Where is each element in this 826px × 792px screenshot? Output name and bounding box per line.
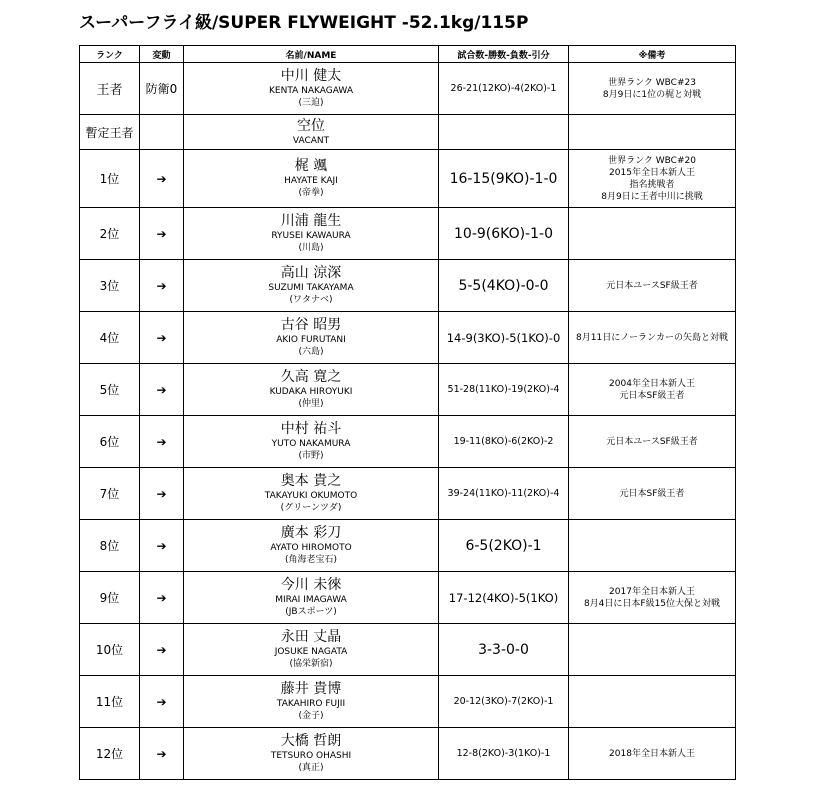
arrow-right-icon: ➔ xyxy=(140,150,184,208)
note-cell xyxy=(569,208,736,260)
name-cell xyxy=(184,676,439,728)
boxer-name-jp: 梶 颯 xyxy=(294,158,328,174)
note-line: 2004年全日本新人王 xyxy=(609,378,695,389)
boxer-name-jp: 久高 寛之 xyxy=(280,369,342,385)
arrow-right-icon: ➔ xyxy=(140,208,184,260)
name-cell xyxy=(184,416,439,468)
arrow-right-icon: ➔ xyxy=(140,260,184,312)
rank-cell: 12位 xyxy=(80,728,140,780)
boxer-gym: (六島) xyxy=(298,347,324,357)
boxer-gym: (金子) xyxy=(298,711,324,721)
boxer-name-jp: 今川 未徠 xyxy=(280,577,342,593)
boxer-gym: (帝拳) xyxy=(298,188,324,198)
rank-cell: 11位 xyxy=(80,676,140,728)
boxer-name-en: AYATO HIROMOTO xyxy=(270,543,352,553)
record-cell: 14-9(3KO)-5(1KO)-0 xyxy=(439,312,569,364)
note-cell xyxy=(569,728,736,780)
note-line: 8月9日に1位の梶と対戦 xyxy=(602,89,702,100)
change-cell: 防衛0 xyxy=(140,63,184,115)
note-line: 世界ランク WBC#23 xyxy=(608,77,696,88)
name-cell xyxy=(184,364,439,416)
table-row xyxy=(80,150,736,208)
boxer-name-jp: 大橋 哲朗 xyxy=(280,733,342,749)
name-cell xyxy=(184,150,439,208)
record-cell xyxy=(439,115,569,150)
note-line: 指名挑戦者 xyxy=(629,179,675,190)
record-cell: 39-24(11KO)-11(2KO)-4 xyxy=(439,468,569,520)
rank-cell: 2位 xyxy=(80,208,140,260)
arrow-right-icon: ➔ xyxy=(140,624,184,676)
header-name: 名前/NAME xyxy=(184,46,439,63)
table-row xyxy=(80,416,736,468)
record-cell: 6-5(2KO)-1 xyxy=(439,520,569,572)
boxer-name-en: TAKAHIRO FUJII xyxy=(276,699,346,709)
page-title: スーパーフライ級/SUPER FLYWEIGHT -52.1kg/115P xyxy=(79,13,529,33)
note-cell xyxy=(569,364,736,416)
table-row xyxy=(80,572,736,624)
note-cell xyxy=(569,416,736,468)
boxer-name-jp: 古谷 昭男 xyxy=(280,317,342,333)
header-record: 試合数-勝数-負数-引分 xyxy=(439,46,569,63)
boxer-name-jp: 川浦 龍生 xyxy=(280,213,342,229)
boxer-name-en: VACANT xyxy=(292,135,330,146)
boxer-name-en: RYUSEI KAWAURA xyxy=(271,231,351,241)
note-line: 元日本ユースSF級王者 xyxy=(606,436,698,447)
record-cell: 3-3-0-0 xyxy=(439,624,569,676)
note-line: 2015年全日本新人王 xyxy=(609,167,695,178)
boxer-gym: (グリーンツダ) xyxy=(280,503,342,513)
record-cell: 26-21(12KO)-4(2KO)-1 xyxy=(439,63,569,115)
record-cell: 12-8(2KO)-3(1KO)-1 xyxy=(439,728,569,780)
boxer-name-en: TAKAYUKI OKUMOTO xyxy=(264,491,358,501)
rank-cell: 3位 xyxy=(80,260,140,312)
table-row xyxy=(80,364,736,416)
boxer-gym: (仲里) xyxy=(298,399,324,409)
name-cell xyxy=(184,63,439,115)
record-cell: 17-12(4KO)-5(1KO) xyxy=(439,572,569,624)
record-cell: 16-15(9KO)-1-0 xyxy=(439,150,569,208)
arrow-right-icon: ➔ xyxy=(140,572,184,624)
boxer-gym: (JBスポーツ) xyxy=(285,607,337,617)
arrow-right-icon: ➔ xyxy=(140,312,184,364)
header-change: 変動 xyxy=(140,46,184,63)
table-row xyxy=(80,260,736,312)
boxer-name-jp: 永田 丈晶 xyxy=(280,629,342,645)
rank-cell: 5位 xyxy=(80,364,140,416)
name-cell xyxy=(184,208,439,260)
boxer-name-jp: 奥本 貴之 xyxy=(280,473,342,489)
boxer-name-jp: 廣本 彩刀 xyxy=(280,525,342,541)
table-row xyxy=(80,208,736,260)
table-row xyxy=(80,115,736,150)
boxer-name-en: TETSURO OHASHI xyxy=(270,751,352,761)
record-cell: 51-28(11KO)-19(2KO)-4 xyxy=(439,364,569,416)
arrow-right-icon: ➔ xyxy=(140,520,184,572)
note-line: 世界ランク WBC#20 xyxy=(608,155,696,166)
boxer-name-jp: 空位 xyxy=(297,117,325,134)
boxer-gym: (真正) xyxy=(298,763,324,773)
header-note: ※備考 xyxy=(569,46,736,63)
boxer-name-jp: 高山 涼深 xyxy=(280,265,342,281)
ranking-table xyxy=(79,45,736,780)
name-cell xyxy=(184,312,439,364)
name-cell xyxy=(184,728,439,780)
boxer-name-en: AKIO FURUTANI xyxy=(276,335,346,345)
boxer-name-en: KUDAKA HIROYUKI xyxy=(269,387,353,397)
rank-cell: 9位 xyxy=(80,572,140,624)
arrow-right-icon: ➔ xyxy=(140,416,184,468)
rank-cell: 王者 xyxy=(80,63,140,115)
note-cell xyxy=(569,572,736,624)
name-cell xyxy=(184,260,439,312)
note-line: 8月11日にノーランカーの矢島と対戦 xyxy=(576,332,728,343)
note-line: 元日本SF級王者 xyxy=(619,390,685,401)
note-cell xyxy=(569,676,736,728)
note-line: 8月4日に日本F級15位大保と対戦 xyxy=(583,598,721,609)
rank-cell: 7位 xyxy=(80,468,140,520)
note-cell xyxy=(569,63,736,115)
table-row xyxy=(80,728,736,780)
record-cell: 5-5(4KO)-0-0 xyxy=(439,260,569,312)
name-cell xyxy=(184,520,439,572)
rank-cell: 1位 xyxy=(80,150,140,208)
boxer-gym: (市野) xyxy=(298,451,324,461)
note-line: 8月9日に王者中川に挑戦 xyxy=(601,191,703,202)
table-row xyxy=(80,312,736,364)
rank-cell: 暫定王者 xyxy=(80,115,140,150)
name-cell xyxy=(184,624,439,676)
rank-cell: 4位 xyxy=(80,312,140,364)
record-cell: 20-12(3KO)-7(2KO)-1 xyxy=(439,676,569,728)
rank-cell: 8位 xyxy=(80,520,140,572)
table-row xyxy=(80,624,736,676)
record-cell: 19-11(8KO)-6(2KO)-2 xyxy=(439,416,569,468)
arrow-right-icon: ➔ xyxy=(140,468,184,520)
boxer-gym: (川島) xyxy=(298,243,324,253)
arrow-right-icon: ➔ xyxy=(140,728,184,780)
name-cell xyxy=(184,572,439,624)
boxer-name-en: YUTO NAKAMURA xyxy=(271,439,351,449)
note-cell xyxy=(569,260,736,312)
table-row xyxy=(80,468,736,520)
rank-cell: 10位 xyxy=(80,624,140,676)
name-cell xyxy=(184,115,439,150)
name-cell xyxy=(184,468,439,520)
note-line: 元日本ユースSF級王者 xyxy=(606,280,698,291)
boxer-gym: (三迫) xyxy=(298,98,324,108)
note-line: 2017年全日本新人王 xyxy=(609,586,695,597)
arrow-right-icon: ➔ xyxy=(140,676,184,728)
note-cell xyxy=(569,312,736,364)
boxer-gym: (角海老宝石) xyxy=(284,555,338,565)
boxer-name-jp: 中村 祐斗 xyxy=(280,421,342,437)
table-row xyxy=(80,520,736,572)
boxer-name-en: SUZUMI TAKAYAMA xyxy=(268,283,354,293)
note-line: 元日本SF級王者 xyxy=(619,488,685,499)
change-cell xyxy=(140,115,184,150)
record-cell: 10-9(6KO)-1-0 xyxy=(439,208,569,260)
boxer-name-en: HAYATE KAJI xyxy=(284,176,338,186)
boxer-name-jp: 中川 健太 xyxy=(280,68,342,84)
header-rank: ランク xyxy=(80,46,140,63)
boxer-gym: (ワタナベ) xyxy=(289,295,333,305)
boxer-name-jp: 藤井 貴博 xyxy=(280,681,342,697)
table-row xyxy=(80,676,736,728)
note-cell xyxy=(569,468,736,520)
boxer-name-en: KENTA NAKAGAWA xyxy=(269,86,353,96)
note-cell xyxy=(569,520,736,572)
boxer-gym: (協栄新宿) xyxy=(289,659,333,669)
note-cell xyxy=(569,150,736,208)
boxer-name-en: JOSUKE NAGATA xyxy=(274,647,348,657)
table-row xyxy=(80,63,736,115)
note-cell xyxy=(569,115,736,150)
arrow-right-icon: ➔ xyxy=(140,364,184,416)
boxer-name-en: MIRAI IMAGAWA xyxy=(275,595,347,605)
note-line: 2018年全日本新人王 xyxy=(609,748,695,759)
rank-cell: 6位 xyxy=(80,416,140,468)
table-header-row xyxy=(80,46,736,63)
note-cell xyxy=(569,624,736,676)
